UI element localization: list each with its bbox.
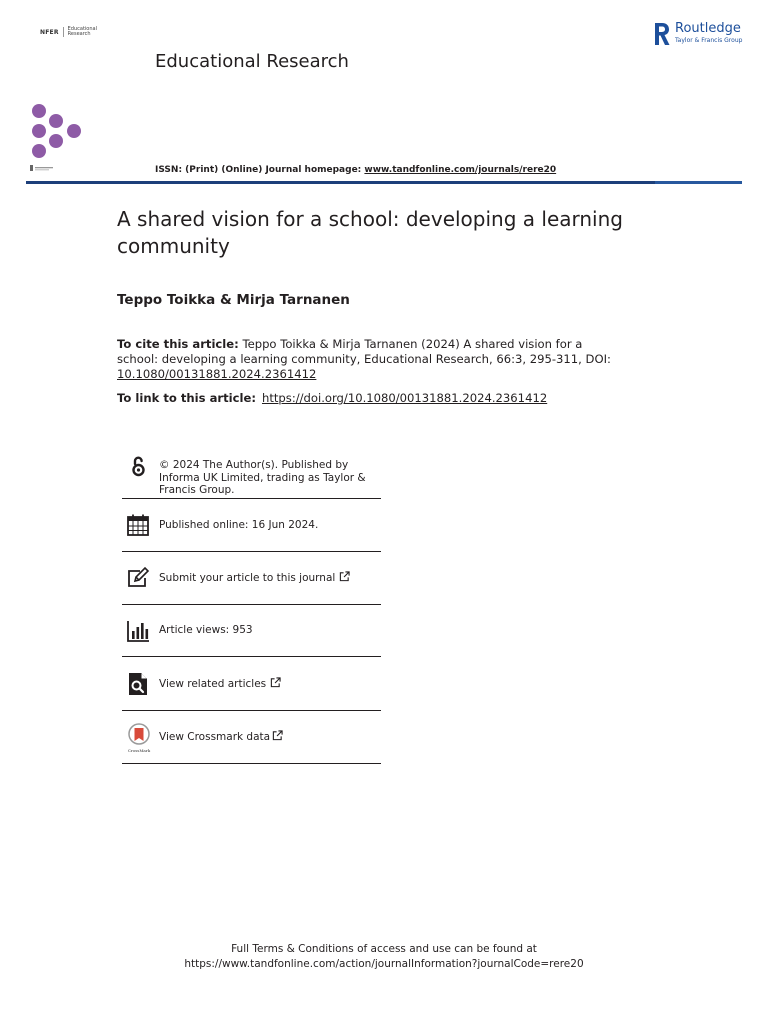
terms-footer	[0, 942, 768, 972]
crossmark-icon	[126, 723, 152, 745]
terms-line: Full Terms & Conditions of access and use can be found at	[231, 943, 537, 955]
nfer-name: NFER	[40, 28, 59, 36]
document-search-icon	[126, 672, 150, 696]
routledge-logo[interactable]	[653, 21, 742, 47]
crossmark-row[interactable]	[122, 711, 381, 763]
header-rule	[26, 181, 742, 184]
journal-title: Educational Research	[155, 51, 349, 72]
doi-url-link[interactable]: https://doi.org/10.1080/00131881.2024.2361412	[261, 391, 548, 405]
external-link-icon	[339, 571, 350, 582]
journal-homepage-link[interactable]: www.tandfonline.com/journals/rere20	[364, 165, 557, 175]
crossmark-logo	[126, 723, 152, 751]
link-label: To link to this article:	[117, 391, 256, 405]
article-views-row	[122, 605, 381, 656]
related-articles-link[interactable]: View related articles	[159, 677, 281, 691]
crossmark-link[interactable]: View Crossmark data	[159, 730, 283, 744]
bar-chart-icon	[126, 619, 150, 643]
journal-cover-dots-icon	[28, 100, 88, 172]
submit-article-link[interactable]: Submit your article to this journal	[159, 571, 350, 585]
external-link-icon	[272, 730, 283, 741]
publisher-subtitle: Taylor & Francis Group	[675, 37, 743, 44]
calendar-icon	[126, 513, 150, 537]
header-rule-accent	[655, 181, 742, 184]
citation	[117, 337, 617, 382]
article-title: A shared vision for a school: developing a learning community	[117, 207, 623, 258]
routledge-r-icon	[653, 21, 671, 47]
cite-label: To cite this article:	[117, 337, 239, 351]
cite-text: Teppo Toikka & Mirja Tarnanen (2024) A shared vision for a school: developing a learning community, Educational Research, 66:3, 295-311, DOI:	[117, 337, 611, 366]
doi-link[interactable]: 10.1080/00131881.2024.2361412	[117, 367, 317, 381]
crossmark-logo-text: CrossMark	[127, 748, 151, 753]
divider	[122, 763, 381, 764]
edit-note-icon	[126, 566, 150, 590]
open-access-row	[122, 450, 381, 498]
issn-line: ISSN: (Print) (Online) Journal homepage: www.tandfonline.com/journals/rere20	[155, 165, 557, 175]
publisher-name: Routledge	[675, 21, 741, 36]
external-link-icon	[270, 677, 281, 688]
article-views: Article views: 953	[159, 624, 253, 637]
logo-divider	[63, 27, 64, 37]
open-access-icon	[126, 454, 150, 478]
link-line	[117, 391, 547, 405]
nfer-journal-name: Educational Research	[67, 26, 97, 37]
nfer-logo	[40, 26, 97, 38]
routledge-mini-logo-icon	[30, 164, 54, 172]
related-articles-row[interactable]	[122, 657, 381, 710]
published-date: Published online: 16 Jun 2024.	[159, 518, 319, 531]
published-row	[122, 499, 381, 551]
article-info-panel	[122, 450, 381, 764]
submit-article-row[interactable]	[122, 552, 381, 604]
terms-url-link[interactable]: https://www.tandfonline.com/action/journalInformation?journalCode=rere20	[184, 958, 584, 970]
article-authors: Teppo Toikka & Mirja Tarnanen	[117, 292, 350, 308]
open-access-text: © 2024 The Author(s). Published by Informa UK Limited, trading as Taylor & Francis Group.	[159, 459, 366, 496]
